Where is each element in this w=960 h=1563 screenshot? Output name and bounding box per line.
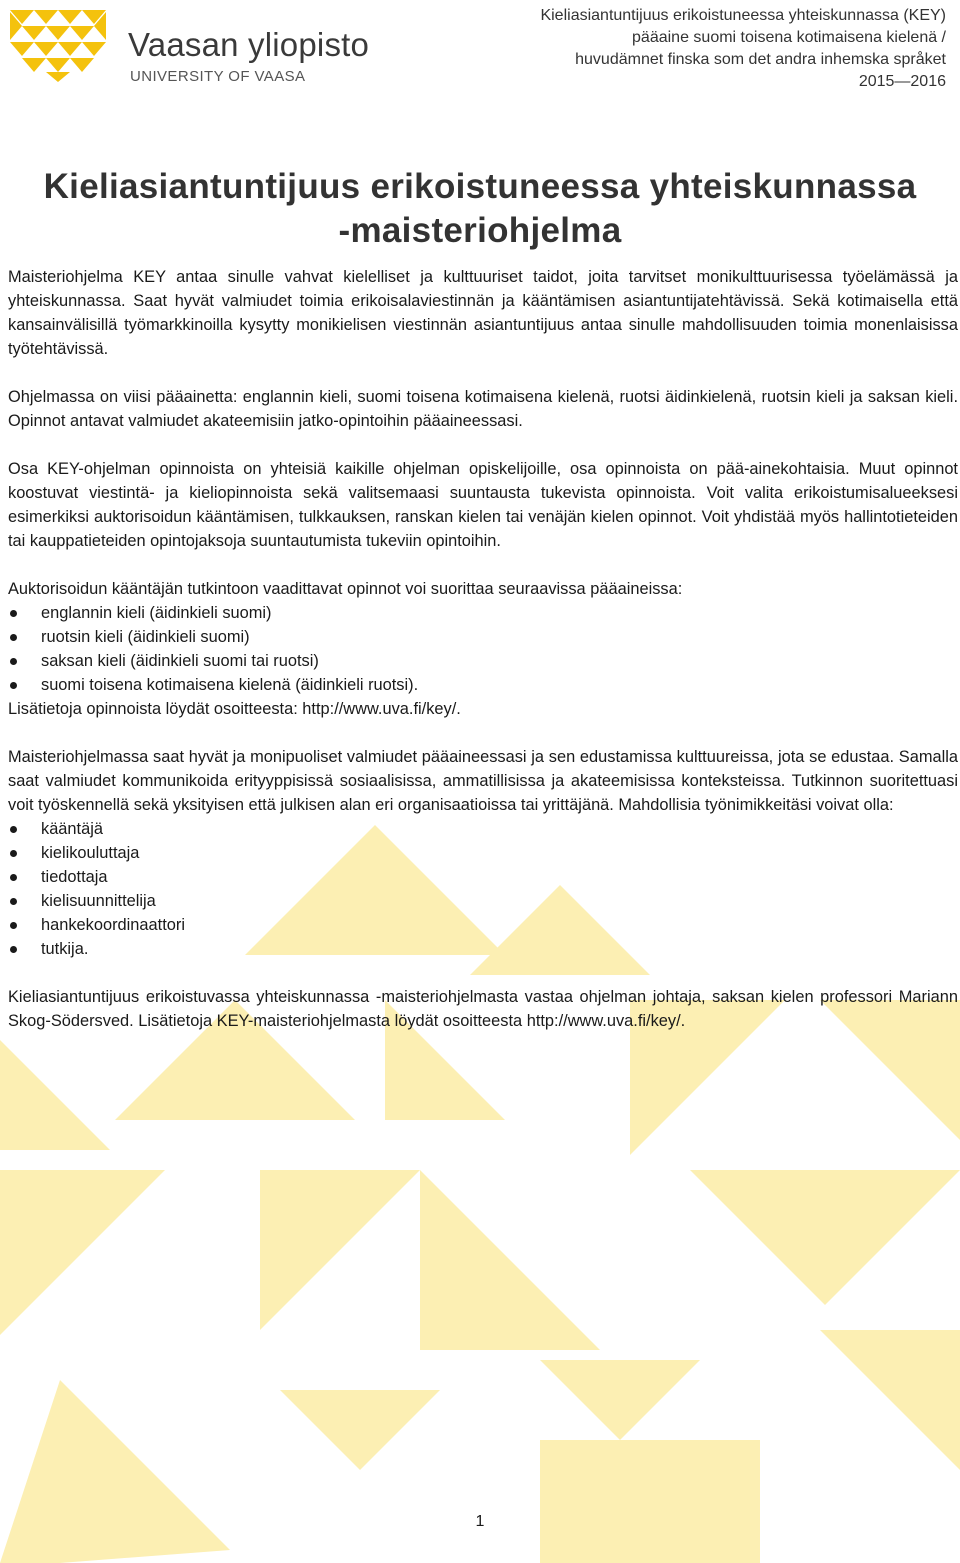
list-item: hankekoordinaattori — [8, 913, 958, 937]
header-meta-line: pääaine suomi toisena kotimaisena kielenä / — [632, 29, 946, 46]
studies-paragraph: Osa KEY-ohjelman opinnoista on yhteisiä kaikille ohjelman opiskelijoille, osa opinnoista on pää-ainekohtaisia. Muut opinnot koostuvat viestintä- ja kieliopinnoista sekä valitsemaasi suuntausta tukevista opinnoista. Voit valita erikoistumisalueeksesi esimerkiksi auktorisoidun kääntämisen, tulkkauksen, ranskan kielen tai venäjän kielen opinnot. Voit yhdistää myös hallintotieteiden tai kauppatieteiden opintojaksoja suuntautumista tukeviin opintoihin. — [8, 460, 958, 550]
list-item: kielikouluttaja — [8, 841, 958, 865]
list-item: ruotsin kieli (äidinkieli suomi) — [8, 625, 958, 649]
more-info-link[interactable]: Lisätietoja opinnoista löydät osoitteesta: http://www.uva.fi/key/. — [8, 700, 461, 718]
list-item: suomi toisena kotimaisena kielenä (äidinkieli ruotsi). — [8, 673, 958, 697]
logo-subtitle: UNIVERSITY OF VAASA — [130, 68, 306, 85]
header-meta-line: huvudämnet finska som det andra inhemska språket — [575, 51, 946, 68]
page-number: 1 — [475, 1513, 485, 1530]
list-item: tiedottaja — [8, 865, 958, 889]
list-item: englannin kieli (äidinkieli suomi) — [8, 601, 958, 625]
majors-paragraph: Ohjelmassa on viisi pääainetta: englannin kieli, suomi toisena kotimaisena kielenä, ruotsi äidinkielenä, ruotsin kieli ja saksan kieli. Opinnot antavat valmiudet akateemisiin jatko-opintoihin pääaineessasi. — [8, 388, 958, 430]
intro-paragraph: Maisteriohjelma KEY antaa sinulle vahvat kielelliset ja kulttuuriset taidot, joita tarvitset monikulttuurisessa työelämässä ja yhteiskunnassa. Saat hyvät valmiudet toimia erikoisalaviestinnän ja kääntämisen asiantuntijatehtävissä. Sekä kotimaisella että kansainvälisillä työmarkkinoilla kysytty monikielisen viestinnän asiantuntijuus antaa sinulle mahdollisuuden toimia monenlaisissa työtehtävissä. — [8, 268, 958, 358]
list-item: kääntäjä — [8, 817, 958, 841]
header-meta-line: Kieliasiantuntijuus erikoistuneessa yhteiskunnassa (KEY) — [540, 7, 946, 24]
logo-mark-icon — [6, 6, 110, 84]
page-title-line2: -maisteriohjelma — [338, 211, 622, 250]
page-title — [0, 165, 960, 253]
header-meta-years: 2015—2016 — [858, 73, 946, 90]
list-item: saksan kieli (äidinkieli suomi tai ruotsi) — [8, 649, 958, 673]
page-title-line1: Kieliasiantuntijuus erikoistuneessa yhteiskunnassa — [43, 167, 917, 206]
translator-intro: Auktorisoidun kääntäjän tutkintoon vaadittavat opinnot voi suorittaa seuraavissa pääaineissa: — [8, 580, 683, 598]
list-item: kielisuunnittelija — [8, 889, 958, 913]
header-meta — [540, 5, 946, 93]
translator-majors-list — [8, 601, 958, 697]
document-body — [8, 265, 958, 1033]
contact-paragraph: Kieliasiantuntijuus erikoistuvassa yhteiskunnassa -maisteriohjelmasta vastaa ohjelman johtaja, saksan kielen professori Mariann Skog-Södersved. Lisätietoja KEY-maisteriohjelmasta löydät osoitteesta http://www.uva.fi/key/. — [8, 988, 958, 1030]
university-logo — [6, 6, 396, 88]
logo-name: Vaasan yliopisto — [128, 26, 370, 63]
careers-paragraph: Maisteriohjelmassa saat hyvät ja monipuoliset valmiudet pääaineessasi ja sen edustamissa kulttuureissa, jota se edustaa. Samalla saat valmiudet kommunikoida erityyppisissä sosiaalisissa, ammatillisissa ja akateemisissa konteksteissa. Tutkinnon suoritettuasi voit työskennellä sekä yksityisen että julkisen alan eri organisaatioissa tai yrittäjänä. Mahdollisia työnimikkeitäsi voivat olla: — [8, 748, 958, 814]
job-titles-list — [8, 817, 958, 961]
list-item: tutkija. — [8, 937, 958, 961]
